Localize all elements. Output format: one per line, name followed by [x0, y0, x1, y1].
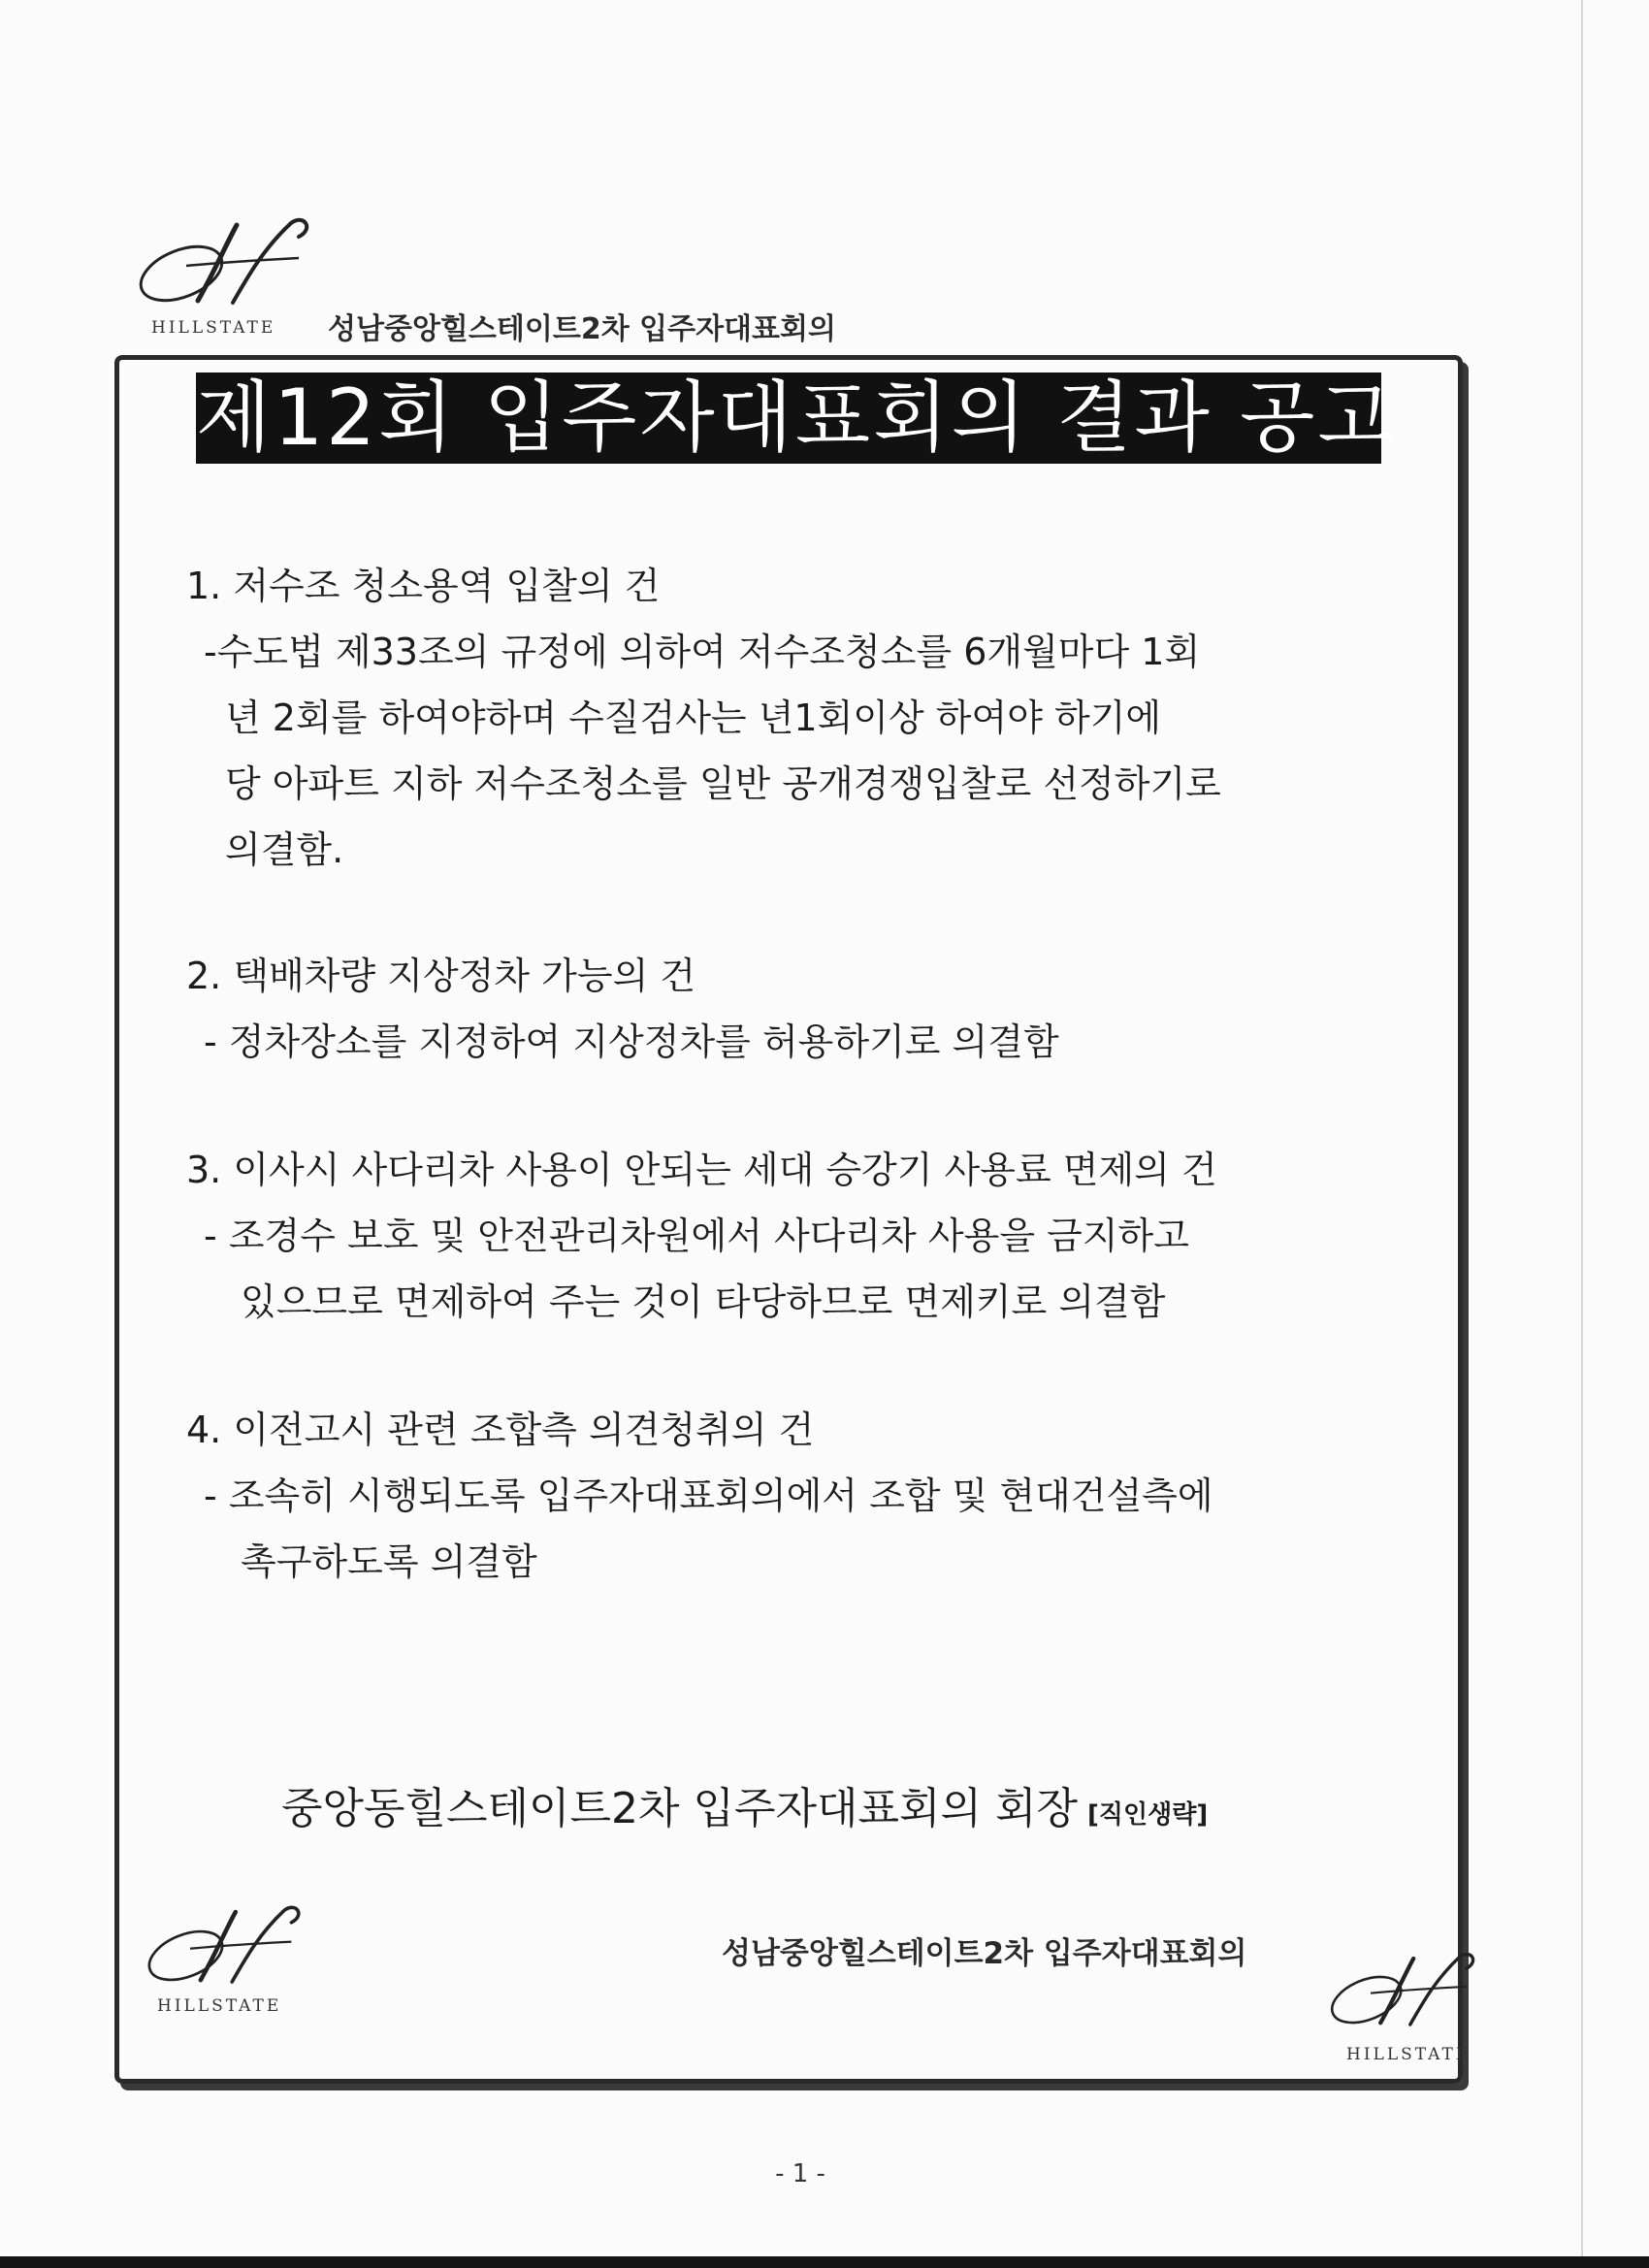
agenda-list — [184, 553, 1436, 1595]
agenda-item-heading: 2. 택배차량 지상정차 가능의 건 — [186, 955, 696, 997]
agenda-item-detail: - 정차장소를 지정하여 지상정차를 허용하기로 의결함 — [204, 1021, 1059, 1063]
header-organization: 성남중앙힐스테이트2차 입주자대표회의 — [328, 312, 836, 346]
agenda-item-detail: 촉구하도록 의결함 — [241, 1540, 537, 1583]
hillstate-monogram-icon — [138, 1903, 312, 1991]
seal-omitted-note: [직인생략] — [1087, 1800, 1209, 1830]
scan-edge — [0, 2256, 1649, 2268]
agenda-item-1 — [184, 553, 1436, 883]
agenda-item-detail: 있으므로 면제하여 주는 것이 타당하므로 면제키로 의결함 — [241, 1280, 1166, 1323]
agenda-item-2 — [184, 943, 1436, 1075]
footer-organization: 성남중앙힐스테이트2차 입주자대표회의 — [722, 1936, 1247, 1971]
agenda-item-detail: - 조경수 보호 및 안전관리차원에서 사다리차 사용을 금지하고 — [204, 1215, 1189, 1257]
agenda-item-heading: 3. 이사시 사다리차 사용이 안되는 세대 승강기 사용료 면제의 건 — [186, 1149, 1217, 1191]
scan-edge — [1581, 0, 1583, 2268]
notice-title: 제12회 입주자대표회의 결과 공고 — [196, 373, 1396, 463]
agenda-item-detail: -수도법 제33조의 규정에 의하여 저수조청소를 6개월마다 1회 — [204, 631, 1201, 673]
agenda-item-detail: 년 2회를 하여야하며 수질검사는 년1회이상 하여야 하기에 — [225, 697, 1162, 739]
signature-text: 중앙동힐스테이트2차 입주자대표회의 회장 — [281, 1784, 1079, 1833]
hillstate-logo-footer-left — [138, 1903, 332, 2029]
agenda-item-4 — [184, 1397, 1436, 1595]
hillstate-wordmark: HILLSTATE — [157, 1996, 282, 2016]
agenda-item-detail: 당 아파트 지하 저수조청소를 일반 공개경쟁입찰로 선정하기로 — [225, 762, 1221, 805]
agenda-item-detail: - 조속히 시행되도록 입주자대표회의에서 조합 및 현대건설측에 — [204, 1474, 1213, 1517]
hillstate-monogram-icon — [128, 215, 322, 312]
agenda-item-3 — [184, 1137, 1436, 1335]
agenda-item-heading: 1. 저수조 청소용역 입찰의 건 — [186, 565, 661, 607]
hillstate-wordmark: HILLSTATE — [151, 318, 276, 338]
hillstate-logo-header — [128, 215, 322, 341]
hillstate-monogram-icon — [1321, 1948, 1486, 2035]
hillstate-logo-footer-right — [1321, 1948, 1486, 2074]
agenda-item-heading: 4. 이전고시 관련 조합측 의견청취의 건 — [186, 1409, 815, 1451]
hillstate-wordmark: HILLSTATE — [1346, 2045, 1471, 2064]
agenda-item-detail: 의결함. — [225, 828, 344, 871]
page-number: - 1 - — [775, 2159, 825, 2188]
signature-line — [281, 1773, 1208, 1835]
